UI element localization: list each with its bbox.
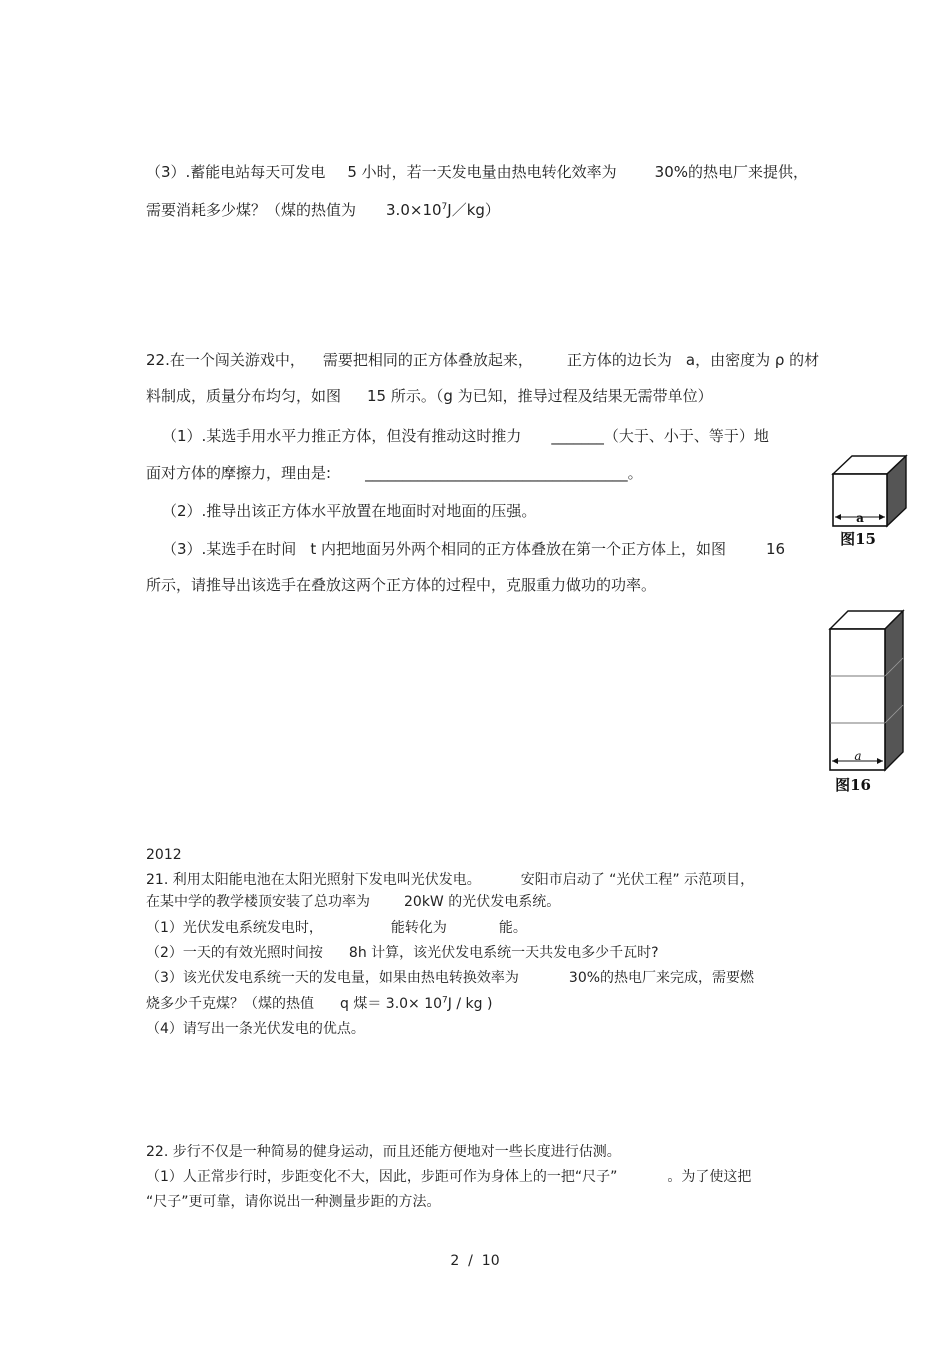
text-span: 面对方体的摩擦力，理由是: — [146, 464, 332, 482]
text-span: （3）.蓄能电站每天可发电 — [146, 163, 326, 181]
q22b-sub1-line-2: “尺子”更可靠，请你说出一种测量步距的方法。 — [146, 1194, 441, 1210]
text-span: J／kg） — [447, 201, 500, 219]
q22-line-2 — [146, 386, 713, 406]
side-length-label: a — [856, 511, 864, 525]
text-span: 烧多少千克煤？（煤的热值 — [146, 996, 314, 1012]
q22-sub2: （2）.推导出该正方体水平放置在地面时对地面的压强。 — [162, 502, 537, 520]
text-span: （2）一天的有效光照时间按 — [146, 945, 323, 961]
exponent: 7 — [442, 995, 448, 1006]
text-span: 16 — [765, 540, 786, 558]
q21-sub2 — [146, 943, 659, 963]
cube-drawing — [830, 453, 910, 549]
text-span: （3）该光伏发电系统一天的发电量，如果由热电转换效率为 — [146, 970, 519, 986]
text-span: （1）人正常步行时，步距变化不大，因此，步距可作为身体上的一把“尺子” — [146, 1169, 618, 1185]
text-span: 正方体的边长为 — [566, 351, 672, 369]
text-span: 30%的热电厂来提供， — [654, 163, 808, 181]
year-heading: 2012 — [146, 847, 182, 863]
side-length-label: a — [854, 749, 862, 763]
text-span: （3）.某选手在时间 — [162, 540, 297, 558]
text-span: J / kg ) — [447, 996, 493, 1012]
q3-line-1 — [146, 162, 808, 182]
text-span: 能转化为 — [390, 920, 447, 936]
text-span: 15 所示。（g 为已知，推导过程及结果无需带单位） — [367, 387, 713, 405]
text-span: 30%的热电厂来完成，需要燃 — [568, 970, 755, 986]
text-span: 22.在一个闯关游戏中， — [146, 351, 305, 369]
figure-caption: 图15 — [840, 530, 876, 548]
text-span: 安阳市启动了 “光伏工程” 示范项目， — [520, 872, 755, 888]
stack-side-face — [885, 611, 903, 770]
text-span: 料制成，质量分布均匀，如图 — [146, 387, 342, 405]
q21-sub1 — [146, 918, 527, 938]
text-span: 需要消耗多少煤？（煤的热值为 — [146, 201, 357, 219]
stacked-cubes-drawing — [827, 609, 907, 797]
text-span: （1）光伏发电系统发电时， — [146, 920, 323, 936]
figure-caption: 图16 — [835, 776, 871, 794]
q21-sub4: （4）请写出一条光伏发电的优点。 — [146, 1021, 365, 1037]
page-number: 2 / 10 — [450, 1253, 500, 1269]
q22b-sub1-line-1 — [146, 1167, 751, 1187]
text-span: 能。 — [498, 920, 527, 936]
q21-sub3-line-1 — [146, 968, 754, 988]
q22-sub1-line-1 — [162, 426, 769, 446]
figure-16 — [827, 609, 907, 797]
q22-sub3-line-2: 所示，请推导出该选手在叠放这两个正方体的过程中，克服重力做功的功率。 — [146, 576, 657, 594]
text-span: ___________________________________。 — [365, 464, 643, 482]
text-span: 8h 计算，该光伏发电系统一天共发电多少千瓦时? — [348, 945, 659, 961]
text-span: q 煤＝ 3.0× 10 — [340, 996, 443, 1012]
q22-sub1-line-2 — [146, 463, 643, 483]
text-span: 需要把相同的正方体叠放起来， — [322, 351, 533, 369]
text-span: a，由密度为 ρ 的材 — [685, 351, 820, 369]
text-span: 3.0×10 — [386, 201, 442, 219]
q22-sub3-line-1 — [162, 539, 785, 559]
q22-line-1 — [146, 350, 819, 370]
exponent: 7 — [441, 202, 448, 212]
q21-line-2 — [146, 892, 560, 912]
q3-line-2 — [146, 200, 500, 220]
figure-15 — [830, 453, 910, 549]
text-span: 。为了使这把 — [667, 1169, 752, 1185]
text-span: （1）.某选手用水平力推正方体，但没有推动这时推力 — [162, 427, 522, 445]
text-span: 在某中学的教学楼顶安装了总功率为 — [146, 894, 370, 910]
text-span: 5 小时，若一天发电量由热电转化效率为 — [347, 163, 617, 181]
text-span: 21. 利用太阳能电池在太阳光照射下发电叫光伏发电。 — [146, 872, 481, 888]
q22b-line-1: 22. 步行不仅是一种简易的健身运动，而且还能方便地对一些长度进行估测。 — [146, 1144, 621, 1160]
text-span: _______（大于、小于、等于）地 — [551, 427, 769, 445]
q21-line-1 — [146, 870, 754, 890]
text-span: t 内把地面另外两个相同的正方体叠放在第一个正方体上，如图 — [310, 540, 726, 558]
text-span: 20kW 的光伏发电系统。 — [404, 894, 561, 910]
q21-sub3-line-2 — [146, 994, 492, 1014]
